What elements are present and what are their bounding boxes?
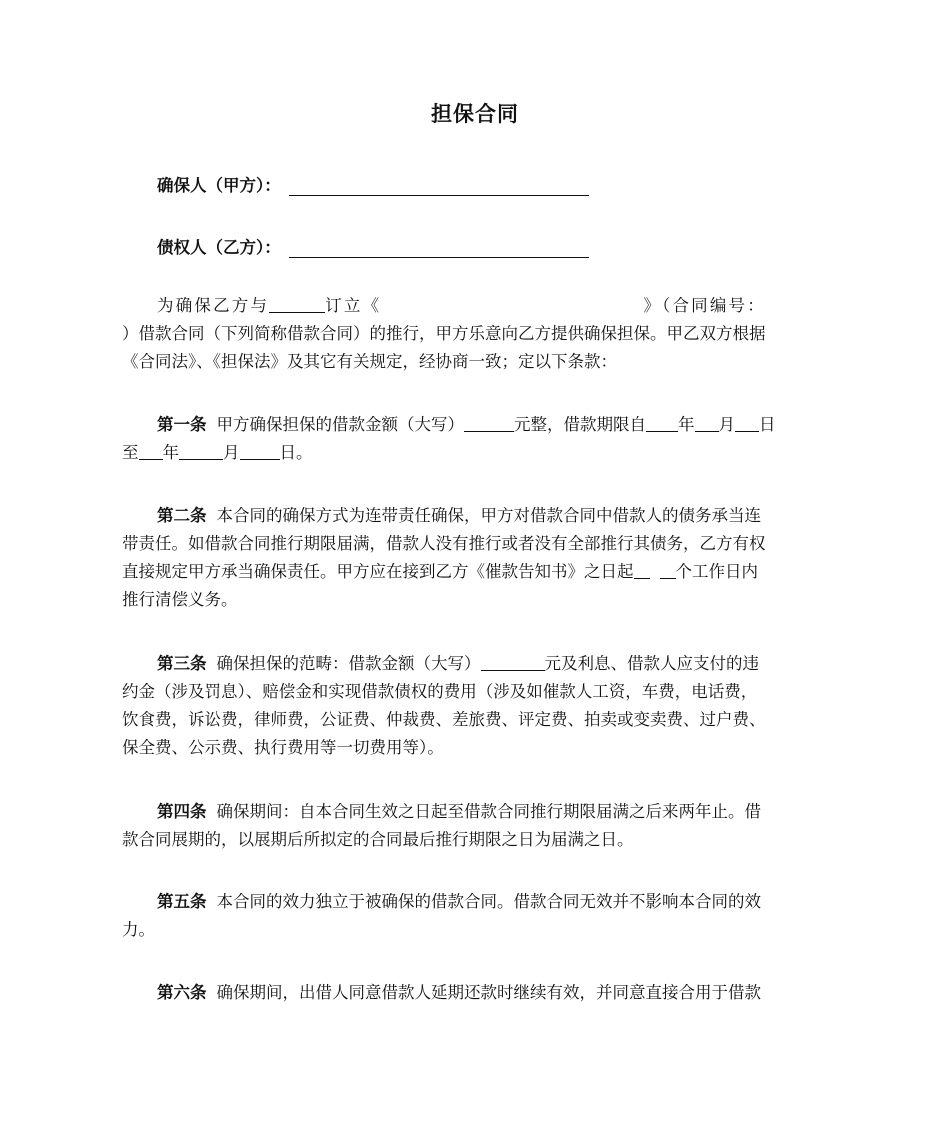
article-1-line-1 <box>122 411 832 439</box>
days-blank-b[interactable] <box>660 562 676 579</box>
article-text: 年 <box>678 415 695 434</box>
guarantor-label: 确保人（甲方）： <box>157 176 281 195</box>
article-2-line-3 <box>122 558 832 586</box>
article-text: 月 <box>718 415 735 434</box>
article-text: 至 <box>122 443 139 462</box>
article-4-line-1 <box>122 798 832 826</box>
preamble-line-2: ）借款合同（下列简称借款合同）的推行，甲方乐意向乙方提供确保担保。甲乙双方根据 <box>122 324 766 343</box>
article-3-line-3: 饮食费，诉讼费，律师费，公证费、仲裁费、差旅费、评定费、拍卖或变卖费、过户费、 <box>122 710 766 729</box>
article-4-line-2: 款合同展期的，以展期后所拟定的合同最后推行期限之日为届满之日。 <box>122 830 634 849</box>
article-2 <box>122 502 832 614</box>
creditor-fill-blank[interactable] <box>289 239 589 258</box>
article-label: 第二条 <box>157 506 207 525</box>
article-2-line-2: 带责任。如借款合同推行期限届满，借款人没有推行或者没有全部推行其债务，乙方有权 <box>122 534 766 553</box>
article-3-line-1 <box>122 650 832 678</box>
days-blank-a[interactable] <box>634 562 650 579</box>
article-6-line-1 <box>122 979 832 1007</box>
preamble-text: 为确保乙方与 <box>157 296 270 315</box>
article-2-line-4: 推行清偿义务。 <box>122 590 238 609</box>
article-3-line-2: 约金（涉及罚息）、赔偿金和实现借款债权的费用（涉及如催款人工资，车费，电话费， <box>122 682 758 701</box>
preamble-text: 》（合同编号： <box>643 296 766 315</box>
partner-blank[interactable] <box>269 296 325 313</box>
creditor-label: 债权人（乙方）： <box>157 238 281 257</box>
scope-amount-blank[interactable] <box>481 654 545 671</box>
preamble-text: 订立《 <box>325 296 382 315</box>
guarantor-party-line <box>157 172 589 196</box>
article-3 <box>122 650 832 762</box>
preamble-line-3: 《合同法》、《担保法》及其它有关规定，经协商一致；定以下条款： <box>122 352 617 371</box>
preamble-paragraph <box>122 292 832 376</box>
document-title: 担保合同 <box>431 102 519 126</box>
article-text: 确保期间，出借人同意借款人延期还款时继续有效，并同意直接合用于借款 <box>216 983 761 1002</box>
article-label: 第五条 <box>157 892 207 911</box>
article-text: 本合同的效力独立于被确保的借款合同。借款合同无效并不影响本合同的效 <box>216 892 761 911</box>
article-5-line-1 <box>122 888 832 916</box>
article-2-line-1 <box>122 502 832 530</box>
article-text: 直接规定甲方承当确保责任。甲方应在接到乙方《催款告知书》之日起 <box>122 562 634 581</box>
end-year-blank[interactable] <box>139 443 163 460</box>
creditor-party-line <box>157 234 589 258</box>
article-label: 第六条 <box>157 983 207 1002</box>
article-text: 个工作日内 <box>675 562 758 581</box>
article-text: 确保期间：自本合同生效之日起至借款合同推行期限届满之后来两年止。借 <box>216 802 761 821</box>
year-blank[interactable] <box>646 415 678 432</box>
article-text: 确保担保的范畴：借款金额（大写） <box>216 654 481 673</box>
amount-blank[interactable] <box>464 415 514 432</box>
article-label: 第四条 <box>157 802 207 821</box>
article-3-line-4: 保全费、公示费、执行费用等一切费用等）。 <box>122 738 444 757</box>
article-label: 第三条 <box>157 654 207 673</box>
article-text: 年 <box>162 443 179 462</box>
article-text: 月 <box>223 443 240 462</box>
preamble-line-1 <box>122 292 832 320</box>
day-blank[interactable] <box>735 415 759 432</box>
end-day-blank[interactable] <box>240 443 280 460</box>
article-4 <box>122 798 832 854</box>
article-text: 本合同的确保方式为连带责任确保，甲方对借款合同中借款人的债务承当连 <box>216 506 761 525</box>
article-5 <box>122 888 832 944</box>
article-1 <box>122 411 832 467</box>
article-text: 甲方确保担保的借款金额（大写） <box>216 415 464 434</box>
guarantor-fill-blank[interactable] <box>289 177 589 196</box>
article-text: 日 <box>759 415 776 434</box>
month-blank[interactable] <box>695 415 719 432</box>
article-label: 第一条 <box>157 415 207 434</box>
article-text: 日。 <box>279 443 313 462</box>
article-1-line-2 <box>122 439 832 467</box>
article-5-line-2: 力。 <box>122 920 155 939</box>
article-text: 元及利息、借款人应支付的违 <box>544 654 759 673</box>
end-month-blank[interactable] <box>179 443 223 460</box>
article-6 <box>122 979 832 1007</box>
article-text: 元整，借款期限自 <box>514 415 646 434</box>
